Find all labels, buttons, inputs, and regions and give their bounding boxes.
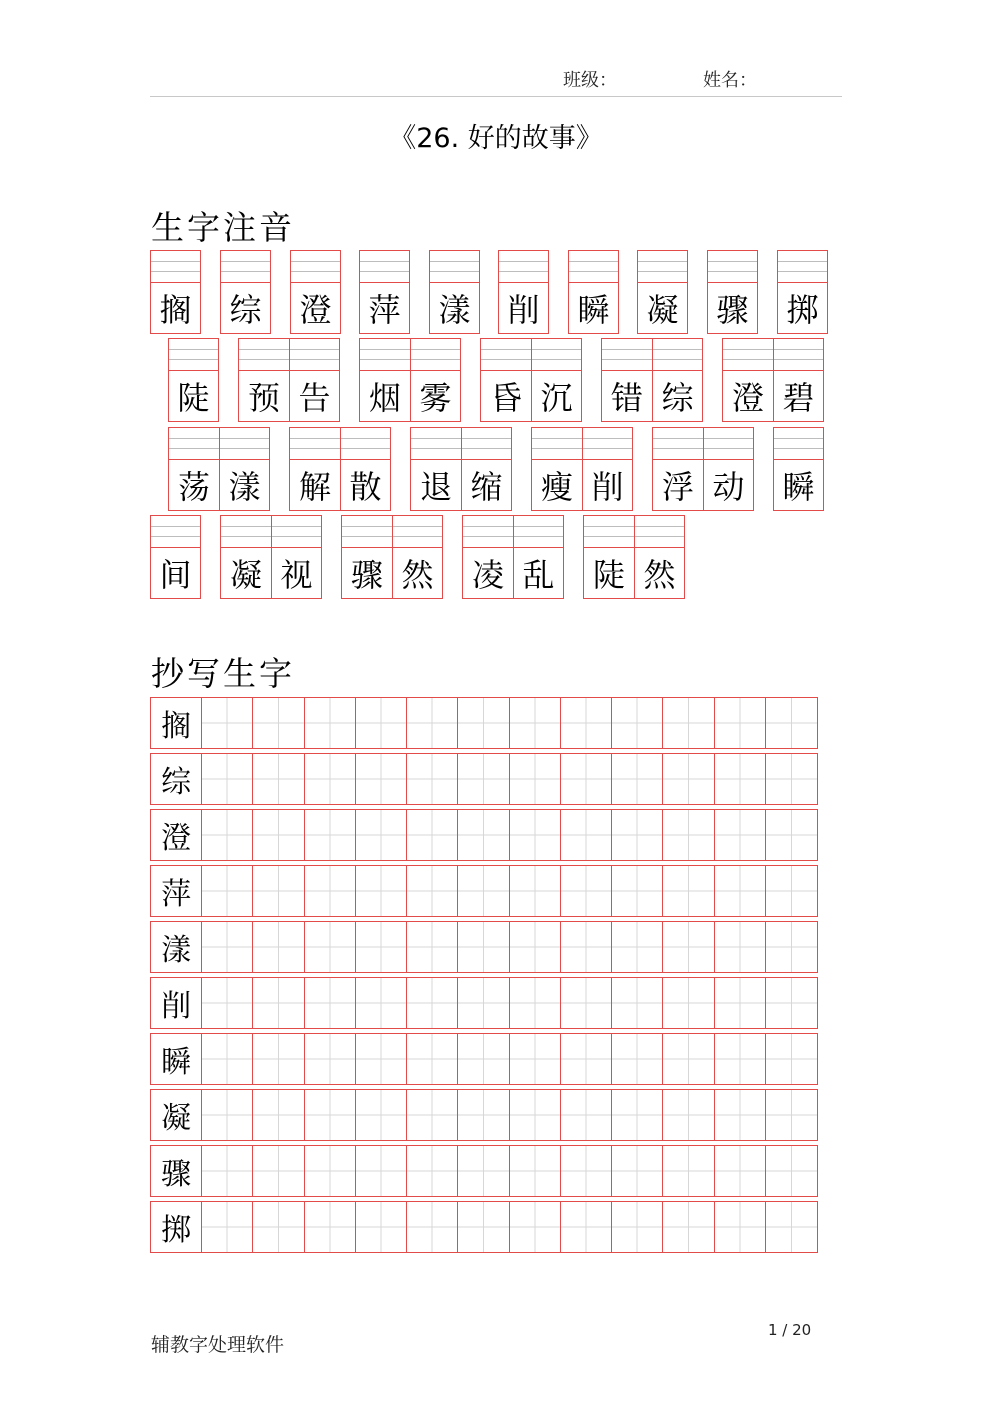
pinyin-writing-lines[interactable]	[360, 339, 410, 371]
practice-cell[interactable]	[253, 978, 304, 1028]
practice-cell[interactable]	[612, 866, 663, 916]
hanzi-character: 错	[610, 378, 643, 417]
pinyin-writing-lines[interactable]	[463, 516, 513, 548]
pinyin-cell	[582, 427, 633, 511]
pinyin-cell	[722, 338, 773, 422]
pinyin-word	[773, 427, 824, 511]
pinyin-writing-lines[interactable]	[342, 516, 392, 548]
practice-cell[interactable]	[407, 810, 458, 860]
practice-cell[interactable]	[561, 698, 612, 748]
pinyin-writing-lines[interactable]	[341, 428, 390, 460]
practice-cell[interactable]	[305, 754, 356, 804]
pinyin-cell	[652, 427, 703, 511]
pinyin-cell	[480, 338, 531, 422]
hanzi-character: 荡	[177, 467, 210, 506]
page-title: 《26. 好的故事》	[389, 123, 603, 154]
practice-cell[interactable]	[458, 1202, 509, 1252]
pinyin-cell	[429, 250, 480, 334]
pinyin-word	[220, 250, 271, 334]
pinyin-cell	[168, 338, 219, 422]
pinyin-writing-lines[interactable]	[220, 428, 269, 460]
model-character: 漾	[151, 922, 202, 972]
practice-cell[interactable]	[612, 922, 663, 972]
practice-cell[interactable]	[305, 1202, 356, 1252]
hanzi-character: 骤	[716, 290, 749, 329]
pinyin-word	[410, 427, 512, 511]
practice-cell[interactable]	[561, 978, 612, 1028]
practice-cell[interactable]	[356, 1090, 407, 1140]
practice-cell[interactable]	[715, 866, 766, 916]
practice-cell[interactable]	[356, 866, 407, 916]
practice-cell[interactable]	[305, 922, 356, 972]
practice-cell[interactable]	[510, 922, 561, 972]
pinyin-word	[601, 338, 703, 422]
copy-row	[150, 921, 818, 973]
pinyin-writing-lines[interactable]	[291, 251, 340, 283]
hanzi-character: 综	[661, 378, 694, 417]
hanzi-character: 澄	[731, 378, 764, 417]
practice-cell[interactable]	[202, 810, 253, 860]
pinyin-cell	[340, 427, 391, 511]
practice-cell[interactable]	[202, 754, 253, 804]
practice-cell[interactable]	[612, 810, 663, 860]
pinyin-writing-lines[interactable]	[430, 251, 479, 283]
pinyin-writing-lines[interactable]	[584, 516, 634, 548]
pinyin-cell	[150, 250, 201, 334]
practice-cell[interactable]	[766, 922, 817, 972]
pinyin-word	[238, 338, 340, 422]
pinyin-cell	[634, 515, 685, 599]
hanzi-character: 动	[712, 467, 745, 506]
practice-cell[interactable]	[663, 1090, 714, 1140]
model-character: 澄	[151, 810, 202, 860]
practice-cell[interactable]	[305, 978, 356, 1028]
hanzi-character: 雾	[419, 378, 452, 417]
practice-cell[interactable]	[766, 1202, 817, 1252]
pinyin-writing-lines[interactable]	[221, 251, 270, 283]
hanzi-character: 间	[159, 555, 192, 594]
practice-cell[interactable]	[458, 754, 509, 804]
pinyin-cell	[568, 250, 619, 334]
practice-cell[interactable]	[458, 978, 509, 1028]
practice-cell[interactable]	[253, 1034, 304, 1084]
copy-row	[150, 1089, 818, 1141]
hanzi-character: 漾	[228, 467, 261, 506]
hanzi-character: 烟	[368, 378, 401, 417]
practice-cell[interactable]	[202, 1202, 253, 1252]
model-character: 综	[151, 754, 202, 804]
pinyin-word	[777, 250, 828, 334]
pinyin-writing-lines[interactable]	[221, 516, 271, 548]
hanzi-character: 凝	[229, 555, 262, 594]
pinyin-word	[722, 338, 824, 422]
practice-cell[interactable]	[407, 978, 458, 1028]
pinyin-writing-lines[interactable]	[499, 251, 548, 283]
pinyin-writing-lines[interactable]	[481, 339, 531, 371]
practice-cell[interactable]	[510, 1034, 561, 1084]
practice-cell[interactable]	[612, 1090, 663, 1140]
pinyin-cell	[410, 338, 461, 422]
practice-cell[interactable]	[458, 698, 509, 748]
pinyin-writing-lines[interactable]	[360, 251, 409, 283]
model-character: 凝	[151, 1090, 202, 1140]
practice-cell[interactable]	[766, 1090, 817, 1140]
practice-cell[interactable]	[253, 1090, 304, 1140]
pinyin-cell	[462, 515, 513, 599]
pinyin-word	[462, 515, 564, 599]
hanzi-character: 陡	[177, 378, 210, 417]
pinyin-writing-lines[interactable]	[635, 516, 684, 548]
pinyin-cell	[392, 515, 443, 599]
copy-row	[150, 1145, 818, 1197]
pinyin-cell	[289, 427, 340, 511]
pinyin-cell	[359, 250, 410, 334]
practice-cell[interactable]	[253, 866, 304, 916]
pinyin-writing-lines[interactable]	[602, 339, 652, 371]
practice-cell[interactable]	[663, 1202, 714, 1252]
practice-cell[interactable]	[561, 1090, 612, 1140]
section-title-copy: 抄写生字	[151, 654, 295, 693]
practice-cell[interactable]	[663, 978, 714, 1028]
pinyin-cell	[290, 250, 341, 334]
pinyin-cell	[271, 515, 322, 599]
pinyin-cell	[150, 515, 201, 599]
practice-cell[interactable]	[202, 1146, 253, 1196]
practice-cell[interactable]	[253, 922, 304, 972]
section-title-pinyin: 生字注音	[151, 208, 295, 247]
practice-cell[interactable]	[715, 978, 766, 1028]
pinyin-cell	[341, 515, 392, 599]
practice-cell[interactable]	[561, 1146, 612, 1196]
practice-cell[interactable]	[407, 1034, 458, 1084]
pinyin-writing-lines[interactable]	[411, 339, 460, 371]
practice-cell[interactable]	[715, 754, 766, 804]
hanzi-character: 搁	[159, 290, 192, 329]
copy-row	[150, 865, 818, 917]
practice-cell[interactable]	[766, 1146, 817, 1196]
pinyin-cell	[531, 427, 582, 511]
practice-cell[interactable]	[561, 866, 612, 916]
pinyin-writing-lines[interactable]	[272, 516, 321, 548]
pinyin-writing-lines[interactable]	[290, 428, 340, 460]
practice-cell[interactable]	[663, 1034, 714, 1084]
pinyin-writing-lines[interactable]	[514, 516, 563, 548]
pinyin-writing-lines[interactable]	[704, 428, 753, 460]
model-character: 搁	[151, 698, 202, 748]
practice-cell[interactable]	[715, 1090, 766, 1140]
pinyin-cell	[601, 338, 652, 422]
practice-cell[interactable]	[766, 698, 817, 748]
hanzi-character: 掷	[786, 290, 819, 329]
practice-cell[interactable]	[715, 1146, 766, 1196]
pinyin-writing-lines[interactable]	[774, 428, 823, 460]
page-number: 1 / 20	[768, 1321, 812, 1339]
pinyin-cell	[220, 515, 271, 599]
pinyin-word	[652, 427, 754, 511]
pinyin-writing-lines[interactable]	[169, 339, 218, 371]
hanzi-character: 沉	[540, 378, 573, 417]
practice-cell[interactable]	[663, 1146, 714, 1196]
pinyin-writing-lines[interactable]	[583, 428, 632, 460]
practice-cell[interactable]	[356, 978, 407, 1028]
practice-cell[interactable]	[356, 698, 407, 748]
practice-cell[interactable]	[561, 1202, 612, 1252]
copy-row	[150, 809, 818, 861]
practice-cell[interactable]	[458, 1034, 509, 1084]
practice-cell[interactable]	[356, 754, 407, 804]
pinyin-writing-lines[interactable]	[151, 251, 200, 283]
practice-cell[interactable]	[305, 1034, 356, 1084]
hanzi-character: 澄	[299, 290, 332, 329]
pinyin-cell	[461, 427, 512, 511]
practice-cell[interactable]	[305, 1146, 356, 1196]
pinyin-cell	[637, 250, 688, 334]
pinyin-cell	[410, 427, 461, 511]
practice-cell[interactable]	[663, 922, 714, 972]
pinyin-word	[359, 250, 410, 334]
copy-row	[150, 1201, 818, 1253]
hanzi-character: 预	[247, 378, 280, 417]
pinyin-cell	[513, 515, 564, 599]
practice-cell[interactable]	[356, 922, 407, 972]
pinyin-cell	[707, 250, 758, 334]
practice-cell[interactable]	[253, 810, 304, 860]
practice-cell[interactable]	[510, 1146, 561, 1196]
practice-cell[interactable]	[202, 1034, 253, 1084]
pinyin-cell	[168, 427, 219, 511]
pinyin-cell	[773, 427, 824, 511]
practice-cell[interactable]	[612, 1034, 663, 1084]
pinyin-cell	[220, 250, 271, 334]
practice-cell[interactable]	[510, 866, 561, 916]
practice-cell[interactable]	[715, 810, 766, 860]
pinyin-word	[531, 427, 633, 511]
hanzi-character: 告	[298, 378, 331, 417]
hanzi-character: 缩	[470, 467, 503, 506]
pinyin-cell	[531, 338, 582, 422]
practice-cell[interactable]	[766, 1034, 817, 1084]
practice-cell[interactable]	[253, 1146, 304, 1196]
practice-cell[interactable]	[305, 698, 356, 748]
practice-cell[interactable]	[356, 1202, 407, 1252]
hanzi-character: 瞬	[782, 467, 815, 506]
pinyin-writing-lines[interactable]	[569, 251, 618, 283]
practice-cell[interactable]	[510, 810, 561, 860]
practice-cell[interactable]	[612, 754, 663, 804]
practice-cell[interactable]	[510, 1202, 561, 1252]
practice-cell[interactable]	[202, 1090, 253, 1140]
hanzi-character: 乱	[522, 555, 555, 594]
practice-cell[interactable]	[407, 698, 458, 748]
pinyin-writing-lines[interactable]	[723, 339, 773, 371]
practice-cell[interactable]	[766, 866, 817, 916]
pinyin-writing-lines[interactable]	[532, 339, 581, 371]
practice-cell[interactable]	[715, 1202, 766, 1252]
model-character: 掷	[151, 1202, 202, 1252]
pinyin-word	[568, 250, 619, 334]
pinyin-writing-lines[interactable]	[393, 516, 442, 548]
practice-cell[interactable]	[202, 978, 253, 1028]
practice-cell[interactable]	[407, 1202, 458, 1252]
pinyin-word	[707, 250, 758, 334]
practice-cell[interactable]	[458, 866, 509, 916]
practice-cell[interactable]	[458, 810, 509, 860]
pinyin-word	[498, 250, 549, 334]
practice-cell[interactable]	[407, 1090, 458, 1140]
pinyin-word	[341, 515, 443, 599]
pinyin-cell	[583, 515, 634, 599]
pinyin-writing-lines[interactable]	[151, 516, 200, 548]
pinyin-cell	[773, 338, 824, 422]
practice-cell[interactable]	[561, 754, 612, 804]
practice-cell[interactable]	[766, 978, 817, 1028]
practice-cell[interactable]	[253, 698, 304, 748]
practice-cell[interactable]	[407, 922, 458, 972]
model-character: 削	[151, 978, 202, 1028]
name-label: 姓名：	[703, 70, 757, 91]
model-character: 萍	[151, 866, 202, 916]
practice-cell[interactable]	[561, 1034, 612, 1084]
hanzi-character: 骤	[350, 555, 383, 594]
model-character: 瞬	[151, 1034, 202, 1084]
pinyin-writing-lines[interactable]	[239, 339, 289, 371]
practice-cell[interactable]	[202, 922, 253, 972]
pinyin-writing-lines[interactable]	[169, 428, 219, 460]
practice-cell[interactable]	[305, 1090, 356, 1140]
pinyin-writing-lines[interactable]	[411, 428, 461, 460]
hanzi-character: 浮	[661, 467, 694, 506]
pinyin-writing-lines[interactable]	[708, 251, 757, 283]
practice-cell[interactable]	[510, 698, 561, 748]
practice-cell[interactable]	[253, 1202, 304, 1252]
pinyin-cell	[703, 427, 754, 511]
hanzi-character: 然	[643, 555, 676, 594]
header-divider	[150, 96, 842, 97]
hanzi-character: 碧	[782, 378, 815, 417]
pinyin-writing-lines[interactable]	[462, 428, 511, 460]
practice-cell[interactable]	[356, 1034, 407, 1084]
practice-cell[interactable]	[407, 866, 458, 916]
pinyin-cell	[359, 338, 410, 422]
copy-row	[150, 1033, 818, 1085]
practice-cell[interactable]	[612, 978, 663, 1028]
practice-cell[interactable]	[663, 866, 714, 916]
pinyin-cell	[289, 338, 340, 422]
pinyin-word	[168, 338, 219, 422]
practice-cell[interactable]	[407, 1146, 458, 1196]
hanzi-character: 瘦	[540, 467, 573, 506]
footer-software: 辅教字处理软件	[151, 1334, 285, 1356]
practice-cell[interactable]	[458, 922, 509, 972]
hanzi-character: 萍	[368, 290, 401, 329]
pinyin-word	[359, 338, 461, 422]
pinyin-cell	[238, 338, 289, 422]
hanzi-character: 退	[419, 467, 452, 506]
pinyin-writing-lines[interactable]	[532, 428, 582, 460]
practice-cell[interactable]	[458, 1090, 509, 1140]
practice-cell[interactable]	[663, 698, 714, 748]
pinyin-word	[289, 427, 391, 511]
copy-row	[150, 697, 818, 749]
pinyin-word	[429, 250, 480, 334]
practice-cell[interactable]	[510, 754, 561, 804]
practice-cell[interactable]	[202, 866, 253, 916]
hanzi-character: 削	[507, 290, 540, 329]
hanzi-character: 然	[401, 555, 434, 594]
pinyin-writing-lines[interactable]	[653, 428, 703, 460]
class-label: 班级：	[563, 70, 617, 91]
practice-cell[interactable]	[458, 1146, 509, 1196]
hanzi-character: 昏	[489, 378, 522, 417]
practice-cell[interactable]	[715, 698, 766, 748]
practice-cell[interactable]	[715, 1034, 766, 1084]
practice-cell[interactable]	[612, 1202, 663, 1252]
hanzi-character: 陡	[592, 555, 625, 594]
pinyin-writing-lines[interactable]	[290, 339, 339, 371]
hanzi-character: 解	[298, 467, 331, 506]
hanzi-character: 视	[280, 555, 313, 594]
pinyin-word	[220, 515, 322, 599]
practice-cell[interactable]	[561, 922, 612, 972]
practice-cell[interactable]	[561, 810, 612, 860]
pinyin-cell	[777, 250, 828, 334]
hanzi-character: 综	[229, 290, 262, 329]
pinyin-word	[290, 250, 341, 334]
practice-cell[interactable]	[356, 810, 407, 860]
hanzi-character: 凌	[471, 555, 504, 594]
pinyin-cell	[652, 338, 703, 422]
copy-row	[150, 977, 818, 1029]
practice-cell[interactable]	[510, 978, 561, 1028]
pinyin-cell	[219, 427, 270, 511]
practice-cell[interactable]	[612, 1146, 663, 1196]
pinyin-cell	[498, 250, 549, 334]
pinyin-word	[150, 515, 201, 599]
hanzi-character: 凝	[646, 290, 679, 329]
practice-cell[interactable]	[407, 754, 458, 804]
practice-cell[interactable]	[715, 922, 766, 972]
practice-cell[interactable]	[766, 754, 817, 804]
pinyin-writing-lines[interactable]	[638, 251, 687, 283]
model-character: 骤	[151, 1146, 202, 1196]
hanzi-character: 瞬	[577, 290, 610, 329]
pinyin-writing-lines[interactable]	[653, 339, 702, 371]
hanzi-character: 散	[349, 467, 382, 506]
hanzi-character: 漾	[438, 290, 471, 329]
practice-cell[interactable]	[766, 810, 817, 860]
copy-row	[150, 753, 818, 805]
hanzi-character: 削	[591, 467, 624, 506]
practice-cell[interactable]	[663, 754, 714, 804]
practice-cell[interactable]	[305, 866, 356, 916]
copy-grid	[150, 697, 818, 1257]
practice-cell[interactable]	[510, 1090, 561, 1140]
pinyin-word	[480, 338, 582, 422]
practice-cell[interactable]	[202, 698, 253, 748]
pinyin-writing-lines[interactable]	[774, 339, 823, 371]
practice-cell[interactable]	[305, 810, 356, 860]
pinyin-word	[168, 427, 270, 511]
pinyin-word	[637, 250, 688, 334]
practice-cell[interactable]	[253, 754, 304, 804]
practice-cell[interactable]	[356, 1146, 407, 1196]
pinyin-word	[150, 250, 201, 334]
practice-cell[interactable]	[612, 698, 663, 748]
pinyin-word	[583, 515, 685, 599]
pinyin-writing-lines[interactable]	[778, 251, 827, 283]
practice-cell[interactable]	[663, 810, 714, 860]
